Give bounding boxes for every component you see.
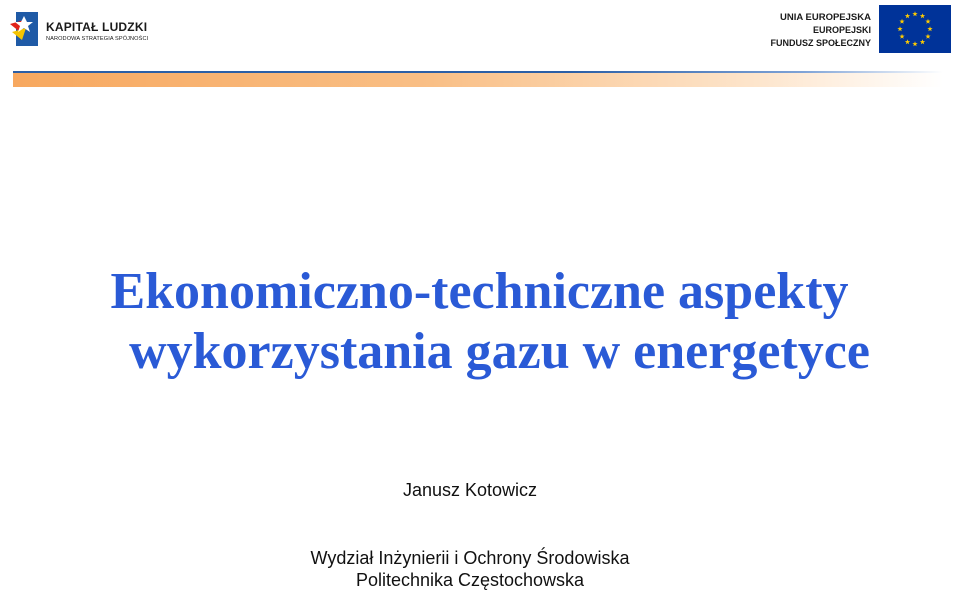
eu-star-icon	[920, 39, 925, 44]
kapital-ludzki-title: KAPITAŁ LUDZKI	[46, 20, 148, 34]
eu-efs-logo	[766, 5, 951, 53]
eu-star-icon	[925, 34, 930, 39]
university-name: Politechnika Częstochowska	[355, 570, 585, 590]
header-orange-bar	[13, 73, 943, 87]
affiliation	[0, 547, 940, 591]
eu-logo-line1: UNIA EUROPEJSKA	[780, 12, 871, 23]
eu-logo-line3: FUNDUSZ SPOŁECZNY	[770, 38, 871, 48]
eu-star-icon	[912, 41, 917, 46]
eu-logo-line2: EUROPEJSKI	[812, 25, 871, 35]
department-name: Wydział Inżynierii i Ochrony Środowiska	[310, 548, 630, 568]
eu-star-icon	[899, 34, 904, 39]
kapital-ludzki-subtitle: NARODOWA STRATEGIA SPÓJNOŚCI	[46, 36, 149, 42]
eu-logo-text	[770, 11, 871, 50]
author-name: Janusz Kotowicz	[402, 480, 538, 500]
kapital-ludzki-emblem-icon	[10, 10, 40, 48]
slide-header	[0, 0, 959, 92]
eu-star-icon	[905, 39, 910, 44]
slide-title	[0, 262, 959, 382]
eu-star-icon	[897, 26, 902, 31]
slide-title-line1: Ekonomiczno-techniczne aspekty	[110, 263, 849, 320]
eu-star-icon	[925, 19, 930, 24]
eu-flag-icon	[879, 5, 951, 53]
eu-star-icon	[927, 26, 932, 31]
kapital-ludzki-logo	[10, 8, 170, 50]
slide-title-line2: wykorzystania gazu w energetyce	[129, 323, 870, 380]
eu-star-icon	[899, 19, 904, 24]
eu-star-icon	[912, 11, 917, 16]
eu-star-icon	[920, 13, 925, 18]
eu-star-icon	[905, 13, 910, 18]
